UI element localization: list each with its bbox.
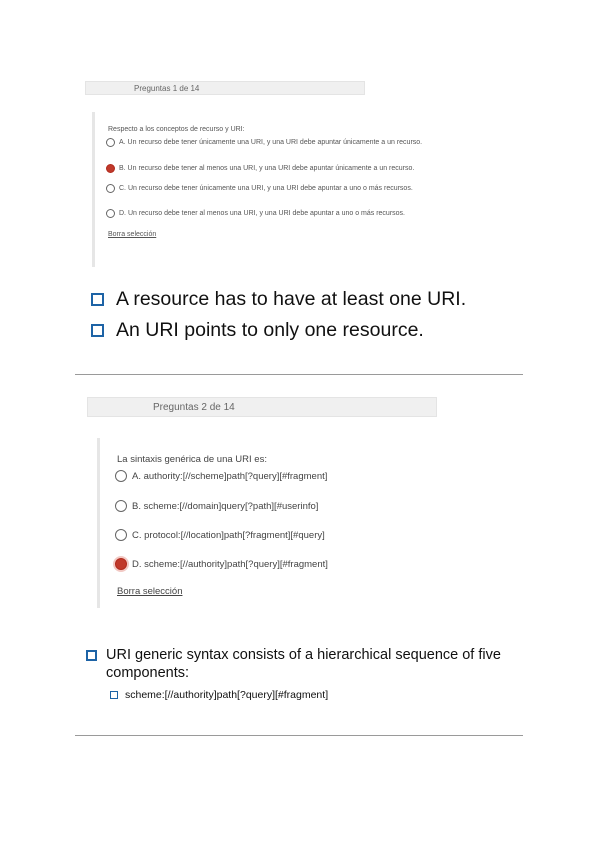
- radio-button[interactable]: [106, 138, 115, 147]
- question-2-header: [87, 397, 437, 417]
- divider-line: [75, 374, 523, 375]
- question-1-option-a[interactable]: [106, 138, 422, 147]
- radio-button[interactable]: [115, 500, 127, 512]
- option-label: D. scheme:[//authority]path[?query][#fragment]: [132, 558, 328, 570]
- clear-selection-link[interactable]: Borra selección: [117, 586, 183, 597]
- note-text: URI generic syntax consists of a hierarchical sequence of five components:: [106, 647, 501, 681]
- square-bullet-icon: [91, 293, 104, 306]
- question-2-prompt: La sintaxis genérica de una URI es:: [117, 454, 267, 465]
- option-label: A. authority:[//scheme]path[?query][#fragment]: [132, 470, 328, 482]
- radio-button[interactable]: [106, 209, 115, 218]
- note-text: An URI points to only one resource.: [116, 319, 424, 341]
- option-label: C. Un recurso debe tener únicamente una URI, y una URI debe apuntar a uno o más recursos.: [119, 185, 413, 192]
- question-2-option-a[interactable]: [115, 470, 327, 482]
- radio-button-selected[interactable]: [106, 164, 115, 173]
- option-label: C. protocol:[//location]path[?fragment][#query]: [132, 529, 325, 541]
- note-text: A resource has to have at least one URI.: [116, 288, 467, 310]
- note-text: scheme:[//authority]path[?query][#fragment]: [125, 689, 329, 701]
- question-2-option-b[interactable]: [115, 500, 318, 512]
- option-label: B. scheme:[//domain]query[?path][#userinfo]: [132, 500, 319, 512]
- radio-button[interactable]: [115, 470, 127, 482]
- option-label: B. Un recurso debe tener al menos una URI, y una URI debe apuntar únicamente a un recurso.: [119, 165, 415, 172]
- question-1-option-b[interactable]: [106, 164, 414, 173]
- square-bullet-icon: [91, 324, 104, 337]
- square-bullet-icon: [86, 650, 97, 661]
- question-1-panel: [92, 112, 423, 267]
- square-bullet-icon: [110, 691, 118, 699]
- note-syntax-format: [110, 688, 328, 702]
- option-label: D. Un recurso debe tener al menos una URI, y una URI debe apuntar a uno o más recursos.: [119, 210, 405, 217]
- question-1-option-c[interactable]: [106, 184, 413, 193]
- question-1-prompt: Respecto a los conceptos de recurso y URI:: [108, 126, 245, 133]
- note-uri-generic-syntax: [86, 646, 516, 682]
- divider-line: [75, 735, 523, 736]
- question-2-counter: Preguntas 2 de 14: [153, 402, 235, 413]
- note-uri-resource: [91, 318, 424, 342]
- radio-button[interactable]: [115, 529, 127, 541]
- radio-button-selected[interactable]: [115, 558, 127, 570]
- question-2-option-d[interactable]: [115, 558, 328, 570]
- question-2-option-c[interactable]: [115, 529, 325, 541]
- option-label: A. Un recurso debe tener únicamente una URI, y una URI debe apuntar únicamente a un recurso.: [119, 139, 423, 146]
- clear-selection-link[interactable]: Borra selección: [108, 231, 157, 238]
- question-2-panel: [97, 438, 328, 608]
- radio-button[interactable]: [106, 184, 115, 193]
- note-resource-uri: [91, 287, 466, 311]
- question-1-header: [85, 81, 365, 95]
- question-1-option-d[interactable]: [106, 209, 405, 218]
- question-1-counter: Preguntas 1 de 14: [134, 84, 200, 93]
